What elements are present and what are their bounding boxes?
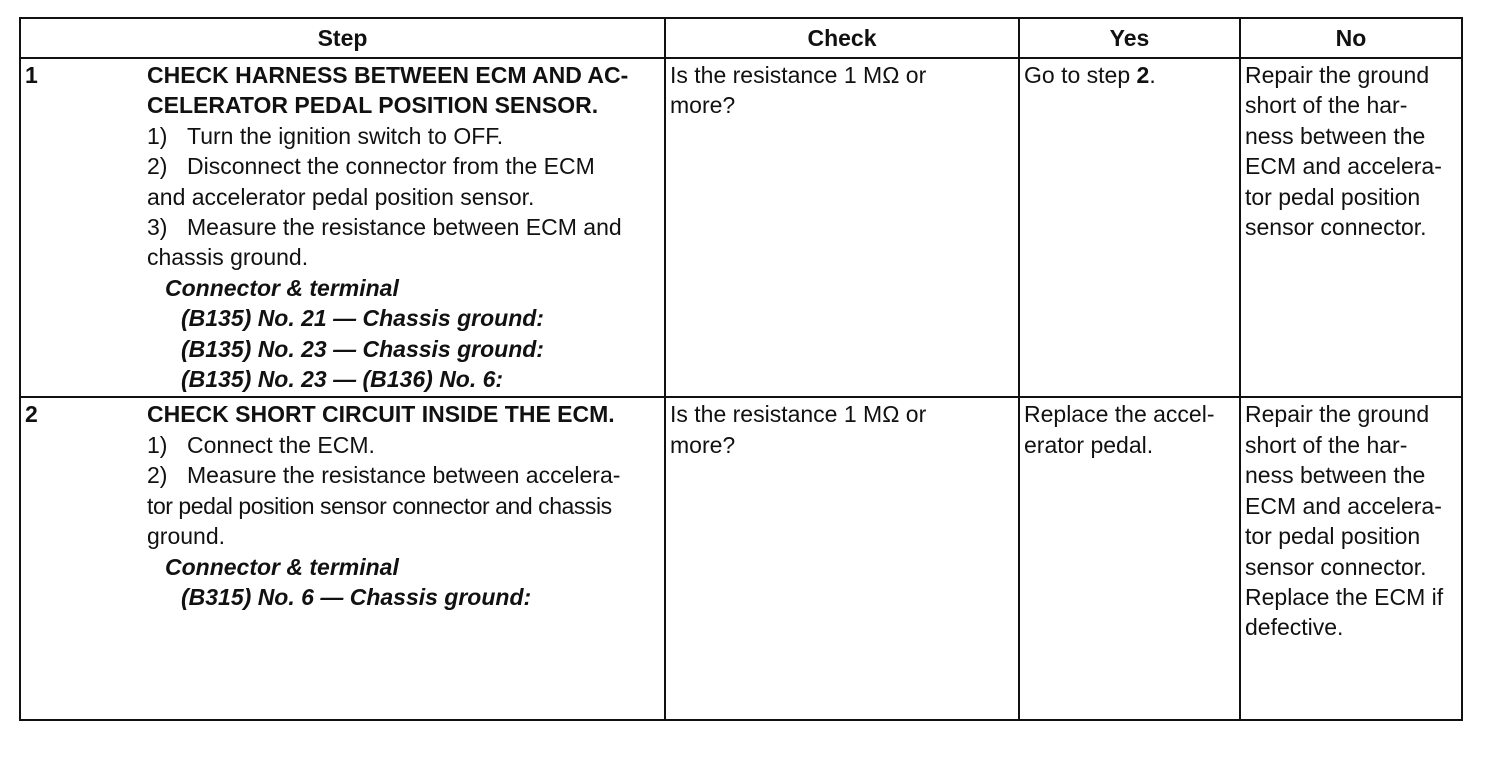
terminal-spec: (B315) No. 6 — Chassis ground: [181,583,532,610]
step-number: 1 [20,58,143,397]
check-text: more? [670,431,736,458]
no-text: sensor connector. [1245,553,1427,580]
terminal-spec: (B135) No. 23 — (B136) No. 6: [181,366,504,393]
no-text: tor pedal position [1245,523,1421,550]
yes-cell [1019,397,1240,720]
substep [147,460,660,490]
step-number: 2 [20,397,143,720]
no-cell [1240,58,1462,397]
header-step: Step [20,18,665,58]
no-text: short of the har- [1245,431,1408,458]
substep-number: 3) [147,214,168,241]
terminal-spec: (B135) No. 21 — Chassis ground: [181,305,544,332]
substep-number: 2) [147,462,168,489]
substep [147,430,660,460]
no-text: Repair the ground [1245,62,1430,88]
step-description [143,58,665,397]
check-cell [665,397,1019,720]
diagnostic-procedure-table [19,17,1463,721]
substep-text-continued: ground. [147,523,226,550]
step-title-line: CELERATOR PEDAL POSITION SENSOR. [147,92,599,119]
substep-text: Connect the ECM. [187,431,375,458]
header-no: No [1240,18,1462,58]
yes-text: Go to step [1024,62,1137,88]
no-text: short of the har- [1245,92,1408,119]
step-title-line: CHECK SHORT CIRCUIT INSIDE THE ECM. [147,401,615,428]
check-text: Is the resistance 1 MΩ or [670,62,927,88]
yes-cell [1019,58,1240,397]
terminal-spec: (B135) No. 23 — Chassis ground: [181,335,544,362]
check-cell [665,58,1019,397]
substep [147,212,660,242]
no-text: tor pedal position [1245,183,1421,210]
substep [147,151,660,181]
no-text: ness between the [1245,122,1426,149]
no-text: ECM and accelera- [1245,492,1442,519]
step-title-line: CHECK HARNESS BETWEEN ECM AND AC- [147,62,629,88]
table-header-row [20,18,1462,58]
connector-terminal-heading: Connector & terminal [165,274,399,301]
connector-terminal-heading: Connector & terminal [165,553,399,580]
yes-step-link: 2 [1136,62,1150,88]
substep-text: Measure the resistance between ECM and [187,214,622,241]
substep-text-continued: and accelerator pedal position sensor. [147,183,535,210]
no-text: sensor connector. [1245,214,1427,241]
substep-number: 2) [147,153,168,180]
no-text: Repair the ground [1245,401,1430,428]
yes-text-suffix: . [1149,62,1156,88]
substep-text-continued: chassis ground. [147,244,309,271]
step-description [143,397,665,720]
table-row [20,397,1462,720]
substep-text: Measure the resistance between accelera- [187,462,621,489]
yes-text: Replace the accel- [1024,401,1215,428]
substep-number: 1) [147,431,168,458]
substep-text: Turn the ignition switch to OFF. [187,122,504,149]
substep-text: Disconnect the connector from the ECM [187,153,595,180]
table-row [20,58,1462,397]
no-text: Replace the ECM if [1245,583,1444,610]
yes-text: erator pedal. [1024,431,1154,458]
no-text: ECM and accelera- [1245,153,1442,180]
check-text: Is the resistance 1 MΩ or [670,401,927,428]
header-yes: Yes [1019,18,1240,58]
substep-number: 1) [147,122,168,149]
check-text: more? [670,92,736,119]
no-cell [1240,397,1462,720]
no-text: defective. [1245,614,1344,641]
header-check: Check [665,18,1019,58]
no-text: ness between the [1245,462,1426,489]
substep-text-continued: tor pedal position sensor connector and chassis [147,492,612,519]
substep [147,121,660,151]
